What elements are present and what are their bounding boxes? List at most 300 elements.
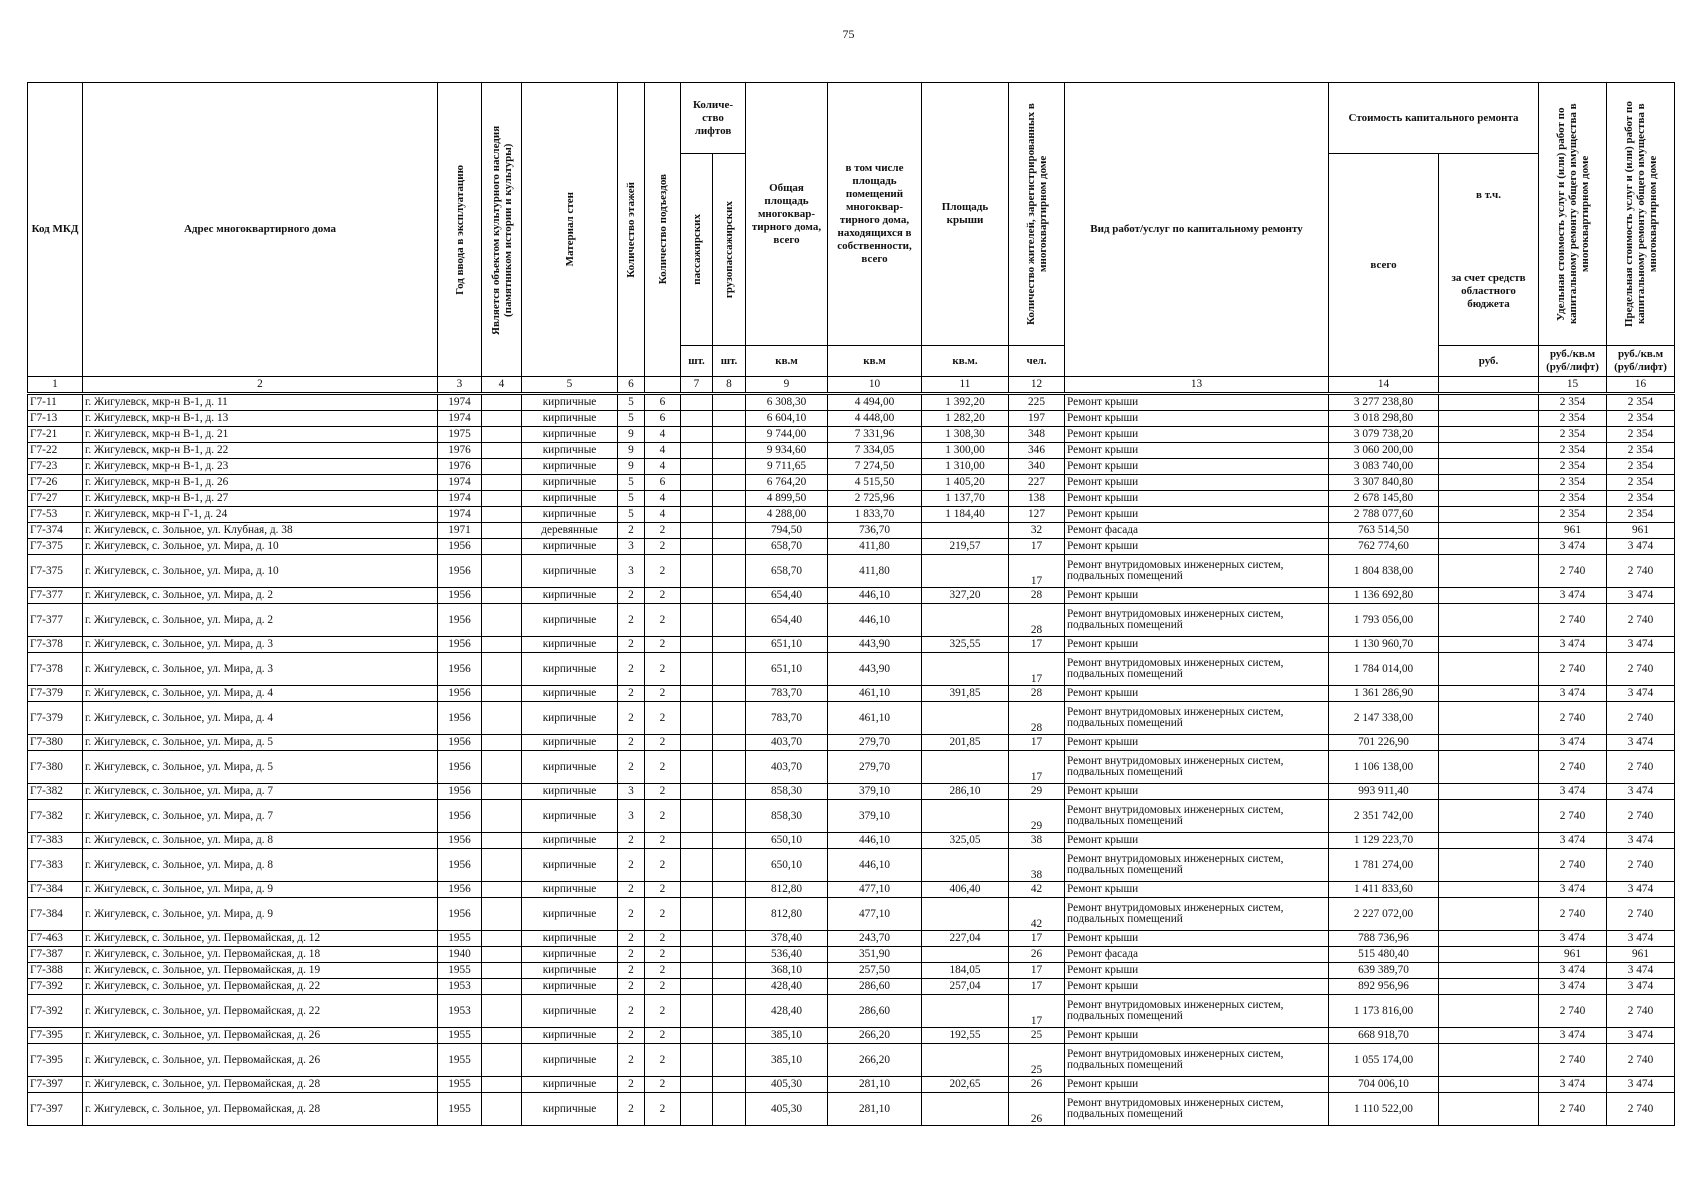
cell-lifts-cargo	[713, 686, 746, 702]
cell-floors: 5	[618, 507, 645, 523]
table-row	[28, 555, 1675, 588]
cell-total-area: 385,10	[746, 1044, 828, 1077]
cell-roof-area	[922, 995, 1009, 1028]
col-header-code: Код МКД	[28, 83, 83, 377]
cell-residents: 17	[1009, 963, 1065, 979]
cell-unit-cost: 3 474	[1539, 588, 1607, 604]
cell-lifts-pass	[681, 995, 713, 1028]
col-header-work-type: Вид работ/услуг по капитальному ремонту	[1065, 83, 1329, 377]
cell-cost-regional	[1439, 475, 1539, 491]
cell-max-cost: 2 740	[1607, 1044, 1675, 1077]
cell-floors: 3	[618, 555, 645, 588]
cell-year: 1956	[438, 637, 482, 653]
table-row	[28, 800, 1675, 833]
cell-total-area: 812,80	[746, 882, 828, 898]
cell-residents: 17	[1009, 637, 1065, 653]
cell-lifts-cargo	[713, 539, 746, 555]
cell-total-area: 658,70	[746, 539, 828, 555]
cell-total-area: 9 744,00	[746, 427, 828, 443]
cell-residents: 17	[1009, 979, 1065, 995]
cell-roof-area: 391,85	[922, 686, 1009, 702]
cell-max-cost: 3 474	[1607, 1077, 1675, 1093]
cell-lifts-cargo	[713, 604, 746, 637]
cell-unit-cost: 2 354	[1539, 394, 1607, 411]
table-row	[28, 637, 1675, 653]
cell-cost-regional	[1439, 539, 1539, 555]
cell-owned-area: 446,10	[828, 604, 922, 637]
cell-work-type: Ремонт крыши	[1065, 735, 1329, 751]
cell-heritage	[482, 735, 522, 751]
cell-unit-cost: 2 740	[1539, 800, 1607, 833]
cell-code: Г7-383	[28, 833, 83, 849]
cell-total-area: 650,10	[746, 833, 828, 849]
cell-wall: кирпичные	[522, 427, 618, 443]
cell-floors: 5	[618, 411, 645, 427]
cell-heritage	[482, 882, 522, 898]
cell-year: 1956	[438, 539, 482, 555]
cell-wall: кирпичные	[522, 735, 618, 751]
cell-entrances: 2	[645, 1044, 681, 1077]
cell-lifts-pass	[681, 491, 713, 507]
cell-lifts-cargo	[713, 637, 746, 653]
cell-lifts-pass	[681, 604, 713, 637]
cell-lifts-cargo	[713, 833, 746, 849]
cell-wall: кирпичные	[522, 507, 618, 523]
cell-address: г. Жигулевск, мкр-н В-1, д. 21	[83, 427, 438, 443]
cell-wall: кирпичные	[522, 1044, 618, 1077]
cell-owned-area: 446,10	[828, 849, 922, 882]
cell-wall: кирпичные	[522, 653, 618, 686]
cell-code: Г7-27	[28, 491, 83, 507]
cell-work-type: Ремонт внутридомовых инженерных систем, подвальных помещений	[1065, 653, 1329, 686]
cell-residents: 38	[1009, 849, 1065, 882]
cell-year: 1956	[438, 588, 482, 604]
cell-code: Г7-377	[28, 588, 83, 604]
cell-heritage	[482, 931, 522, 947]
cell-lifts-cargo	[713, 507, 746, 523]
cell-floors: 2	[618, 931, 645, 947]
cell-wall: кирпичные	[522, 394, 618, 411]
cell-year: 1974	[438, 491, 482, 507]
cell-residents: 17	[1009, 653, 1065, 686]
cell-wall: кирпичные	[522, 1028, 618, 1044]
cell-residents: 29	[1009, 784, 1065, 800]
cell-cost-total: 2 227 072,00	[1329, 898, 1439, 931]
cell-entrances: 2	[645, 686, 681, 702]
cell-floors: 5	[618, 475, 645, 491]
col-header-cost-regional	[1439, 154, 1539, 346]
cell-owned-area: 281,10	[828, 1077, 922, 1093]
cell-floors: 2	[618, 1044, 645, 1077]
col-header-roof-area: Площадь крыши	[922, 83, 1009, 346]
cell-year: 1976	[438, 443, 482, 459]
cell-unit-cost: 2 354	[1539, 427, 1607, 443]
cell-total-area: 536,40	[746, 947, 828, 963]
table-row	[28, 702, 1675, 735]
cell-lifts-cargo	[713, 1077, 746, 1093]
table-row	[28, 963, 1675, 979]
cell-heritage	[482, 963, 522, 979]
cell-unit-cost: 3 474	[1539, 1028, 1607, 1044]
cell-work-type: Ремонт крыши	[1065, 443, 1329, 459]
table-row	[28, 995, 1675, 1028]
cell-entrances: 2	[645, 931, 681, 947]
cell-cost-total: 668 918,70	[1329, 1028, 1439, 1044]
cell-roof-area	[922, 702, 1009, 735]
cell-address: г. Жигулевск, с. Зольное, ул. Первомайская, д. 19	[83, 963, 438, 979]
cell-unit-cost: 3 474	[1539, 882, 1607, 898]
cell-heritage	[482, 1093, 522, 1126]
cell-code: Г7-53	[28, 507, 83, 523]
cell-wall: кирпичные	[522, 995, 618, 1028]
cell-entrances: 2	[645, 702, 681, 735]
cell-owned-area: 7 274,50	[828, 459, 922, 475]
cell-year: 1956	[438, 784, 482, 800]
cell-total-area: 385,10	[746, 1028, 828, 1044]
cell-address: г. Жигулевск, с. Зольное, ул. Первомайская, д. 28	[83, 1077, 438, 1093]
cell-max-cost: 2 740	[1607, 702, 1675, 735]
table-row	[28, 898, 1675, 931]
cell-cost-total: 1 130 960,70	[1329, 637, 1439, 653]
cell-work-type: Ремонт крыши	[1065, 411, 1329, 427]
cell-max-cost: 3 474	[1607, 735, 1675, 751]
cell-owned-area: 461,10	[828, 702, 922, 735]
cell-lifts-pass	[681, 394, 713, 411]
cell-year: 1956	[438, 555, 482, 588]
cell-year: 1956	[438, 686, 482, 702]
cell-total-area: 378,40	[746, 931, 828, 947]
cell-lifts-pass	[681, 555, 713, 588]
cell-residents: 26	[1009, 1093, 1065, 1126]
cell-work-type: Ремонт крыши	[1065, 882, 1329, 898]
table-row	[28, 604, 1675, 637]
cell-cost-regional	[1439, 751, 1539, 784]
cell-roof-area	[922, 1044, 1009, 1077]
cell-code: Г7-387	[28, 947, 83, 963]
cell-lifts-cargo	[713, 475, 746, 491]
cell-total-area: 428,40	[746, 979, 828, 995]
cell-cost-total: 3 018 298,80	[1329, 411, 1439, 427]
cell-address: г. Жигулевск, с. Зольное, ул. Мира, д. 9	[83, 898, 438, 931]
cell-unit-cost: 2 740	[1539, 555, 1607, 588]
cell-max-cost: 3 474	[1607, 588, 1675, 604]
cell-cost-total: 2 788 077,60	[1329, 507, 1439, 523]
cell-owned-area: 477,10	[828, 882, 922, 898]
cell-cost-total: 1 055 174,00	[1329, 1044, 1439, 1077]
capital-repair-table	[27, 82, 1675, 1126]
cell-entrances: 2	[645, 604, 681, 637]
cell-cost-total: 1 106 138,00	[1329, 751, 1439, 784]
cell-cost-total: 515 480,40	[1329, 947, 1439, 963]
cell-unit-cost: 2 740	[1539, 702, 1607, 735]
cell-work-type: Ремонт фасада	[1065, 523, 1329, 539]
cell-entrances: 2	[645, 637, 681, 653]
cell-roof-area	[922, 849, 1009, 882]
cell-wall: кирпичные	[522, 555, 618, 588]
cell-residents: 17	[1009, 539, 1065, 555]
cell-max-cost: 2 740	[1607, 1093, 1675, 1126]
cell-roof-area: 327,20	[922, 588, 1009, 604]
col-number: 1	[28, 377, 83, 394]
cell-residents: 17	[1009, 735, 1065, 751]
cell-address: г. Жигулевск, с. Зольное, ул. Мира, д. 5	[83, 735, 438, 751]
cell-entrances: 2	[645, 653, 681, 686]
cell-wall: кирпичные	[522, 588, 618, 604]
cell-entrances: 2	[645, 751, 681, 784]
col-header-entrances-text: Количество подъездов	[656, 174, 669, 285]
col-header-unit-cost-text: Удельная стоимость услуг и (или) работ по капитальному ремонту общего имущества в многоквартирном доме	[1554, 103, 1591, 325]
cell-floors: 2	[618, 751, 645, 784]
cell-lifts-cargo	[713, 702, 746, 735]
cell-work-type: Ремонт крыши	[1065, 427, 1329, 443]
cell-year: 1956	[438, 604, 482, 637]
cell-residents: 42	[1009, 882, 1065, 898]
cell-lifts-pass	[681, 751, 713, 784]
cell-year: 1956	[438, 898, 482, 931]
col-number: 11	[922, 377, 1009, 394]
cell-code: Г7-384	[28, 898, 83, 931]
cell-max-cost: 2 354	[1607, 394, 1675, 411]
cell-lifts-pass	[681, 653, 713, 686]
cell-unit-cost: 2 354	[1539, 411, 1607, 427]
cell-cost-total: 1 136 692,80	[1329, 588, 1439, 604]
cell-code: Г7-382	[28, 784, 83, 800]
col-header-lifts: Количе- ство лифтов	[681, 83, 746, 154]
cell-work-type: Ремонт крыши	[1065, 784, 1329, 800]
cell-floors: 2	[618, 849, 645, 882]
cell-owned-area: 351,90	[828, 947, 922, 963]
cell-roof-area: 227,04	[922, 931, 1009, 947]
cell-work-type: Ремонт внутридомовых инженерных систем, подвальных помещений	[1065, 849, 1329, 882]
unit-residents: чел.	[1009, 346, 1065, 377]
cell-heritage	[482, 1077, 522, 1093]
cell-max-cost: 2 354	[1607, 491, 1675, 507]
cell-cost-total: 3 307 840,80	[1329, 475, 1439, 491]
cell-roof-area	[922, 555, 1009, 588]
table-row	[28, 751, 1675, 784]
cell-unit-cost: 3 474	[1539, 1077, 1607, 1093]
cell-year: 1975	[438, 427, 482, 443]
cell-roof-area	[922, 604, 1009, 637]
cell-lifts-pass	[681, 833, 713, 849]
cell-lifts-cargo	[713, 800, 746, 833]
cell-lifts-cargo	[713, 411, 746, 427]
cell-residents: 17	[1009, 751, 1065, 784]
cell-unit-cost: 2 740	[1539, 849, 1607, 882]
cell-owned-area: 443,90	[828, 653, 922, 686]
cell-cost-total: 3 079 738,20	[1329, 427, 1439, 443]
cell-floors: 3	[618, 784, 645, 800]
cell-year: 1956	[438, 882, 482, 898]
cell-lifts-cargo	[713, 898, 746, 931]
cell-heritage	[482, 411, 522, 427]
cell-cost-total: 3 060 200,00	[1329, 443, 1439, 459]
cell-roof-area: 192,55	[922, 1028, 1009, 1044]
cell-wall: кирпичные	[522, 784, 618, 800]
cell-wall: кирпичные	[522, 849, 618, 882]
cell-floors: 2	[618, 588, 645, 604]
cell-total-area: 858,30	[746, 800, 828, 833]
cell-total-area: 6 308,30	[746, 394, 828, 411]
cell-lifts-pass	[681, 702, 713, 735]
cell-year: 1940	[438, 947, 482, 963]
cell-wall: деревянные	[522, 523, 618, 539]
cell-cost-regional	[1439, 427, 1539, 443]
cell-roof-area	[922, 1093, 1009, 1126]
table-row	[28, 491, 1675, 507]
cell-lifts-pass	[681, 800, 713, 833]
unit-max-cost: руб./кв.м (руб/лифт)	[1607, 346, 1675, 377]
cell-roof-area	[922, 751, 1009, 784]
cell-roof-area: 406,40	[922, 882, 1009, 898]
cell-unit-cost: 2 740	[1539, 1093, 1607, 1126]
cell-lifts-cargo	[713, 784, 746, 800]
cell-owned-area: 286,60	[828, 979, 922, 995]
cell-lifts-pass	[681, 459, 713, 475]
cell-cost-regional	[1439, 995, 1539, 1028]
header-row-1	[28, 83, 1675, 154]
cell-entrances: 2	[645, 735, 681, 751]
cell-code: Г7-374	[28, 523, 83, 539]
cell-unit-cost: 2 354	[1539, 475, 1607, 491]
cell-year: 1955	[438, 1028, 482, 1044]
cell-roof-area	[922, 523, 1009, 539]
cell-work-type: Ремонт внутридомовых инженерных систем, подвальных помещений	[1065, 898, 1329, 931]
cell-cost-total: 3 277 238,80	[1329, 394, 1439, 411]
cell-lifts-cargo	[713, 443, 746, 459]
cell-floors: 2	[618, 702, 645, 735]
col-header-max-cost-text: Предельная стоимость услуг и (или) работ по капитальному ремонту общего имущества в многоквартирном доме	[1622, 101, 1659, 327]
cell-wall: кирпичные	[522, 800, 618, 833]
cell-max-cost: 2 354	[1607, 507, 1675, 523]
cell-cost-total: 1 793 056,00	[1329, 604, 1439, 637]
cell-residents: 17	[1009, 995, 1065, 1028]
cell-work-type: Ремонт крыши	[1065, 459, 1329, 475]
cell-entrances: 2	[645, 849, 681, 882]
col-number	[645, 377, 681, 394]
cell-heritage	[482, 995, 522, 1028]
table-row	[28, 427, 1675, 443]
cell-work-type: Ремонт крыши	[1065, 833, 1329, 849]
cell-work-type: Ремонт крыши	[1065, 686, 1329, 702]
cell-owned-area: 4 515,50	[828, 475, 922, 491]
col-header-year	[438, 83, 482, 377]
cell-work-type: Ремонт крыши	[1065, 979, 1329, 995]
cell-work-type: Ремонт внутридомовых инженерных систем, подвальных помещений	[1065, 702, 1329, 735]
cell-lifts-pass	[681, 882, 713, 898]
cell-unit-cost: 3 474	[1539, 686, 1607, 702]
cell-work-type: Ремонт крыши	[1065, 507, 1329, 523]
cell-owned-area: 736,70	[828, 523, 922, 539]
cell-max-cost: 2 354	[1607, 427, 1675, 443]
cell-residents: 42	[1009, 898, 1065, 931]
col-header-lifts-pass-text: пассажирских	[690, 214, 703, 285]
table-row	[28, 653, 1675, 686]
cell-lifts-pass	[681, 947, 713, 963]
cell-heritage	[482, 394, 522, 411]
cell-entrances: 4	[645, 459, 681, 475]
cell-floors: 3	[618, 539, 645, 555]
cell-max-cost: 2 740	[1607, 898, 1675, 931]
cell-heritage	[482, 653, 522, 686]
cell-heritage	[482, 637, 522, 653]
cell-lifts-pass	[681, 588, 713, 604]
table-row	[28, 686, 1675, 702]
cell-cost-regional	[1439, 443, 1539, 459]
cell-address: г. Жигулевск, с. Зольное, ул. Мира, д. 4	[83, 702, 438, 735]
cell-owned-area: 257,50	[828, 963, 922, 979]
cell-lifts-pass	[681, 931, 713, 947]
cell-work-type: Ремонт крыши	[1065, 1028, 1329, 1044]
cell-floors: 2	[618, 882, 645, 898]
cell-wall: кирпичные	[522, 686, 618, 702]
cell-cost-total: 1 784 014,00	[1329, 653, 1439, 686]
cell-year: 1974	[438, 507, 482, 523]
table-row	[28, 849, 1675, 882]
cell-cost-regional	[1439, 963, 1539, 979]
cell-address: г. Жигулевск, с. Зольное, ул. Мира, д. 5	[83, 751, 438, 784]
cell-cost-total: 892 956,96	[1329, 979, 1439, 995]
cell-entrances: 2	[645, 963, 681, 979]
cell-cost-total: 2 678 145,80	[1329, 491, 1439, 507]
cell-roof-area: 1 310,00	[922, 459, 1009, 475]
cell-owned-area: 411,80	[828, 555, 922, 588]
cell-roof-area: 1 282,20	[922, 411, 1009, 427]
cell-year: 1953	[438, 979, 482, 995]
cell-work-type: Ремонт крыши	[1065, 539, 1329, 555]
cell-address: г. Жигулевск, с. Зольное, ул. Мира, д. 10	[83, 539, 438, 555]
col-number: 8	[713, 377, 746, 394]
cell-cost-total: 1 804 838,00	[1329, 555, 1439, 588]
cell-lifts-pass	[681, 963, 713, 979]
cell-cost-total: 1 110 522,00	[1329, 1093, 1439, 1126]
col-header-max-cost	[1607, 83, 1675, 346]
cell-roof-area	[922, 898, 1009, 931]
cell-cost-total: 993 911,40	[1329, 784, 1439, 800]
cell-cost-total: 639 389,70	[1329, 963, 1439, 979]
cell-address: г. Жигулевск, мкр-н В-1, д. 26	[83, 475, 438, 491]
cell-code: Г7-380	[28, 735, 83, 751]
cell-code: Г7-392	[28, 979, 83, 995]
unit-lifts-cargo: шт.	[713, 346, 746, 377]
col-header-year-text: Год ввода в эксплуатацию	[453, 164, 466, 295]
col-header-total-area: Общая площадь многоквар- тирного дома, всего	[746, 83, 828, 346]
cell-address: г. Жигулевск, с. Зольное, ул. Первомайская, д. 12	[83, 931, 438, 947]
cell-roof-area: 1 405,20	[922, 475, 1009, 491]
cell-unit-cost: 3 474	[1539, 539, 1607, 555]
cell-address: г. Жигулевск, мкр-н В-1, д. 27	[83, 491, 438, 507]
cell-code: Г7-377	[28, 604, 83, 637]
cell-lifts-pass	[681, 637, 713, 653]
cell-address: г. Жигулевск, с. Зольное, ул. Мира, д. 3	[83, 637, 438, 653]
cell-heritage	[482, 604, 522, 637]
cell-max-cost: 3 474	[1607, 1028, 1675, 1044]
cell-floors: 2	[618, 1028, 645, 1044]
cell-max-cost: 2 740	[1607, 800, 1675, 833]
col-number: 4	[482, 377, 522, 394]
cell-unit-cost: 2 740	[1539, 653, 1607, 686]
cell-unit-cost: 3 474	[1539, 833, 1607, 849]
cell-unit-cost: 2 354	[1539, 491, 1607, 507]
cell-owned-area: 281,10	[828, 1093, 922, 1126]
table-body	[28, 394, 1675, 1126]
cell-roof-area: 1 392,20	[922, 394, 1009, 411]
cell-max-cost: 2 740	[1607, 995, 1675, 1028]
cell-address: г. Жигулевск, с. Зольное, ул. Мира, д. 7	[83, 784, 438, 800]
cell-work-type: Ремонт крыши	[1065, 637, 1329, 653]
cell-year: 1956	[438, 653, 482, 686]
cell-lifts-pass	[681, 427, 713, 443]
